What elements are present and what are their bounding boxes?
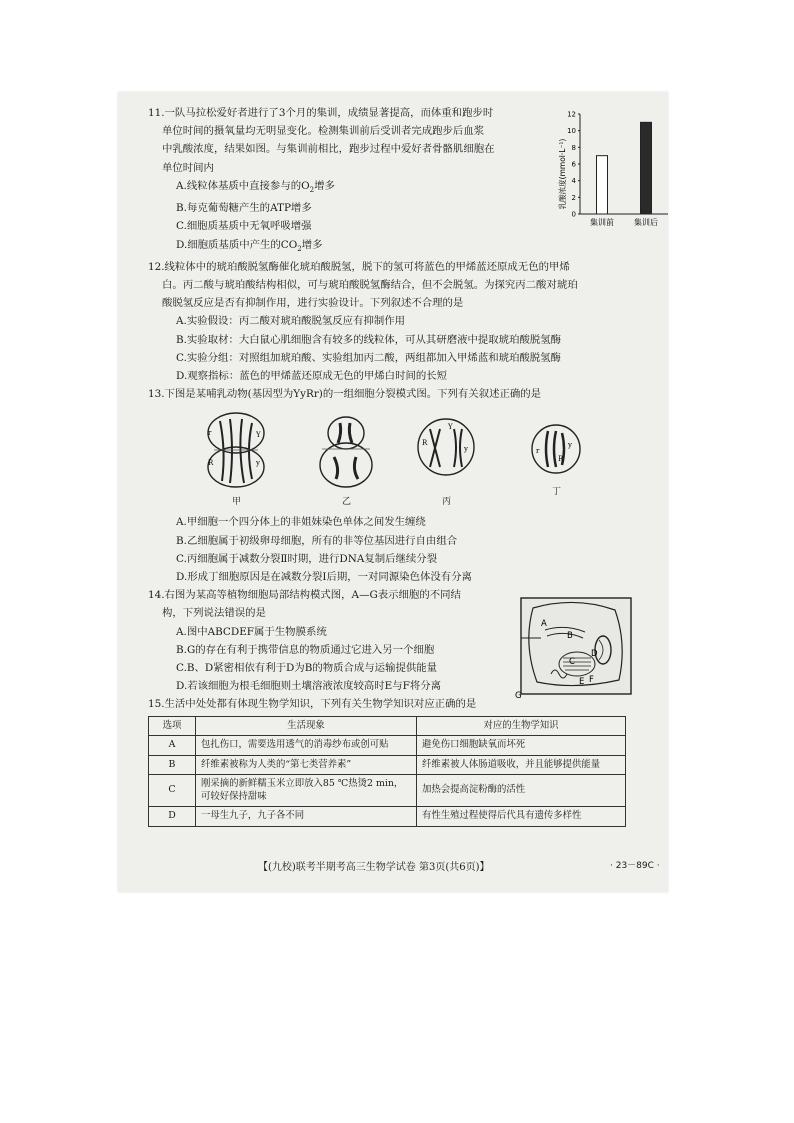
cell-label-bing: 丙 [442,497,452,508]
x-tick-label: 集训前 [590,218,614,227]
option-c[interactable]: C.B、D紧密相依有利于D为B的物质合成与运输提供能量 [176,662,438,675]
table-header-row [149,716,626,736]
table-row[interactable]: D 一母生九子，九子各不同 有性生殖过程使得后代具有遗传多样性 [149,807,626,827]
question-number: 12. [148,260,165,273]
cell-label-jia: 甲 [232,497,242,508]
option-d[interactable]: D.若该细胞为根毛细胞则土壤溶液浓度较高时E与F将分离 [176,680,442,693]
svg-text:r: r [536,447,540,456]
bar [597,156,608,214]
cell-bing-diagram [414,415,478,479]
question-number: 11. [148,107,165,119]
svg-text:B: B [567,631,573,641]
table-row[interactable]: C 刚采摘的新鲜糯玉米立即放入85 ℃热烫2 min，可较好保持甜味 加热会提高淀粉酶的活性 [149,775,626,807]
svg-text:r: r [208,429,212,438]
option-b[interactable]: B.每克葡萄糖产生的ATP增多 [176,202,312,215]
cell-label-ding: 丁 [552,487,562,498]
question-13-stem: 13.下图是某哺乳动物(基因型为YyRr)的一组细胞分裂模式图。下列有关叙述正确的是 [148,388,542,401]
svg-text:F: F [589,675,594,685]
y-axis-label: 乳酸浓度(mmol·L⁻¹) [558,138,567,210]
cell-yi-diagram [316,413,376,489]
option-b[interactable]: B.实验取材：大白鼠心肌细胞含有较多的线粒体，可从其研磨液中提取琥珀酸脱氢酶 [176,333,562,346]
option-b[interactable]: B.乙细胞属于初级卵母细胞，所有的非等位基因进行自由组合 [176,534,458,547]
table-row[interactable]: A 包扎伤口，需要选用透气的消毒纱布或创可贴 避免伤口细胞缺氧而坏死 [149,736,626,756]
y-tick-label: 10 [567,127,576,136]
option-d[interactable]: D.观察指标：蓝色的甲烯蓝还原成无色的甲烯白时间的长短 [176,370,448,382]
svg-text:R: R [422,439,428,448]
cell-label-yi: 乙 [342,497,352,508]
option-d[interactable]: D.形成丁细胞原因是在减数分裂Ⅰ后期，一对同源染色体没有分离 [176,571,472,584]
svg-text:E: E [579,677,585,687]
question-14 [148,586,508,695]
y-tick-label: 8 [571,143,576,152]
cell-division-figure [148,407,626,507]
bar [641,122,652,214]
svg-text:R: R [558,455,564,464]
question-12-stem: 12.线粒体中的琥珀酸脱氢酶催化琥珀酸脱氢，脱下的氢可将蓝色的甲烯蓝还原成无色的甲烯 白。丙二酸与琥珀酸结构相似，可与琥珀酸脱氢酶结合，但不会脱氢。为探究丙二酸对琥珀 酸脱氢反应是否有抑制作用，进行实验设计。下列叙述不合理的是 [148,260,578,310]
y-tick-label: 12 [567,110,576,119]
column-header: 生活现象 [196,716,417,736]
question-13 [148,385,626,586]
option-a[interactable]: A.甲细胞一个四分体上的非姐妹染色单体之间发生缠绕 [176,516,426,529]
svg-text:y: y [568,441,572,450]
option-a[interactable]: A.实验假设：丙二酸对琥珀酸脱氢反应有抑制作用 [176,315,406,328]
question-15-stem: 15.生活中处处都有体现生物学知识，下列有关生物学知识对应正确的是 [148,698,477,711]
svg-text:y: y [464,445,468,454]
table-row[interactable]: B 纤维素被称为人类的“第七类营养素” 纤维素被人体肠道吸收，并且能够提供能量 [149,755,626,775]
lactate-bar-chart [550,108,675,236]
life-phenomena-table [148,716,626,827]
option-c[interactable]: C.丙细胞属于减数分裂Ⅱ时期，进行DNA复制后继续分裂 [176,552,438,565]
question-number: 15. [148,698,165,711]
exam-code: · 23－89C · [610,861,660,871]
y-tick-label: 2 [571,193,576,202]
x-tick-label: 集训后 [634,218,658,227]
page-footer: 【(九校)联考半期考高三生物学试卷 第3页(共6页)】 [258,862,490,873]
svg-text:Y: Y [448,423,453,432]
y-tick-label: 4 [571,177,576,186]
svg-text:D: D [591,649,598,659]
question-14-stem: 14.右图为某高等植物细胞局部结构模式图，A—G表示细胞的不同结 构，下列说法错误的是 [148,589,461,620]
question-number: 13. [148,388,165,401]
svg-text:A: A [541,619,547,629]
svg-text:y: y [256,459,260,468]
option-c[interactable]: C.细胞质基质中无氧呼吸增强 [176,220,312,233]
column-header: 选项 [149,716,196,736]
option-a[interactable]: A.图中ABCDEF属于生物膜系统 [176,625,327,638]
column-header: 对应的生物学知识 [417,716,626,736]
cell-jia-diagram [200,411,272,489]
svg-text:R: R [208,459,214,468]
option-c[interactable]: C.实验分组：对照组加琥珀酸、实验组加丙二酸，两组都加入甲烯蓝和琥珀酸脱氢酶 [176,351,561,364]
svg-text:Y: Y [256,431,261,440]
question-15 [148,695,626,826]
y-tick-label: 0 [571,210,576,219]
option-a[interactable]: A.线粒体基质中直接参与的$O_2$增多 [176,179,335,194]
option-b[interactable]: B.G的存在有利于携带信息的物质通过它进入另一个细胞 [176,643,435,656]
cell-ding-diagram [528,421,584,477]
question-11 [148,104,543,258]
option-d[interactable]: D.细胞质基质中产生的$CO_2$增多 [176,238,323,253]
plant-cell-diagram [515,594,635,699]
question-11-stem: 11.一队马拉松爱好者进行了3个月的集训，成绩显著提高，而体重和跑步时 单位时间的摄氧量均无明显变化。检测集训前后受训者完成跑步后血浆 中乳酸浓度，结果如图。与集训前相比，跑步过程中爱好者骨骼肌细胞在 单位时间内 [148,107,495,174]
svg-text:C: C [569,657,575,667]
y-tick-label: 6 [571,160,576,169]
question-number: 14. [148,589,165,602]
svg-text:G: G [515,691,522,699]
question-12 [148,258,626,385]
